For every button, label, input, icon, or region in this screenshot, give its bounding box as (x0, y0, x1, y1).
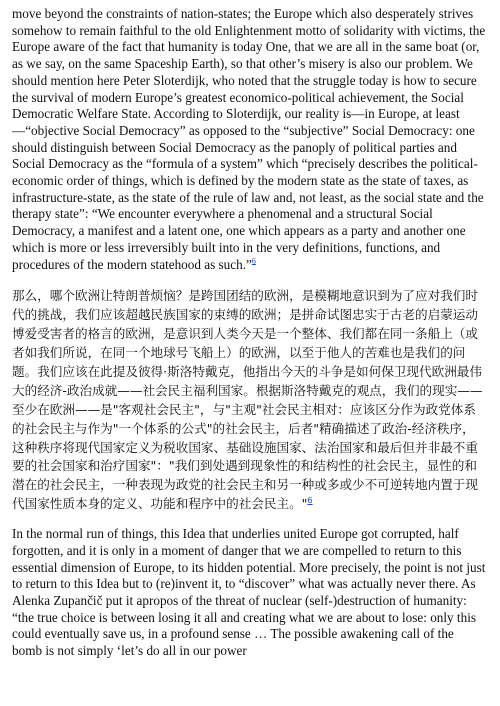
english-paragraph-1 (12, 6, 486, 273)
paragraph-text: move beyond the constraints of nation-states; the Europe which also desperately strives somehow to remain faithful to the old Enlightenment motto of solidarity with victims, the Europe aware of the fact that humanity is today One, that we are all in the same boat (or, as we say, on the same Spaceship Earth), so that other’s misery is also our problem. We should mention here Peter Sloterdijk, who noted that the struggle today is how to secure the survival of modern Europe’s greatest economico-political achievement, the Social Democratic Welfare State. According to Sloterdijk, our reality is—in Europe, at least—“objective Social Democracy” as opposed to the “subjective” Social Democracy: one should distinguish between Social Democracy as the panoply of political parties and Social Democracy as the “formula of a system” which “precisely describes the political-economic order of things, which is defined by the modern state as the state of taxes, as infrastructure-state, as the state of the rule of law and, not least, as the social state and the therapy state”: “We encounter everywhere a phenomenal and a structural Social Democracy, a manifest and a latent one, one which appears as a party and another one which is more or less irreversibly built into in the very definitions, functions, and procedures of the modern statehood as such.” (12, 6, 486, 272)
footnote-link[interactable]: 6 (251, 256, 256, 266)
document-page (12, 6, 486, 660)
english-paragraph-2 (12, 526, 486, 660)
chinese-paragraph (12, 287, 486, 514)
footnote-link[interactable]: 6 (307, 496, 313, 506)
paragraph-text: In the normal run of things, this Idea that underlies united Europe got corrupted, half forgotten, and it is only in a moment of danger that we are compelled to return to this essential dimension of Europe, to its hidden potential. More precisely, the point is not just to return to this Idea but to (re)invent it, to “discover” what was actually never there. As Alenka Zupančič put it apropos of the threat of nuclear (self-)destruction of humanity: “the true choice is between losing it all and creating what we are about to lose: only this could eventually save us, in a profound sense … The possible awakening call of the bomb is not simply ‘let’s do all in our power (12, 526, 486, 659)
paragraph-text: 那么，哪个欧洲让特朗普烦恼？是跨国团结的欧洲，是模糊地意识到为了应对我们时代的挑战，我们应该超越民族国家的束缚的欧洲；是拼命试图忠实于古老的启蒙运动博爱受害者的格言的欧洲，是意识到人类今天是一个整体、我们都在同一条船上（或者如我们所说，在同一个地球号飞船上）的欧洲，以至于他人的苦难也是我们的问题。我们应该在此提及彼得·斯洛特戴克，他指出今天的斗争是如何保卫现代欧洲最伟大的经济-政治成就——社会民主福利国家。根据斯洛特戴克的观点，我们的现实——至少在欧洲——是"客观社会民主"，与"主观"社会民主相对：应该区分作为政党体系的社会民主与作为"一个体系的公式"的社会民主，后者"精确描述了政治-经济秩序，这种秩序将现代国家定义为税收国家、基础设施国家、法治国家和最后但并非最不重要的社会国家和治疗国家"："我们到处遇到现象性的和结构性的社会民主，显性的和潜在的社会民主，一种表现为政党的社会民主和另一种或多或少不可逆转地内置于现代国家性质本身的定义、功能和程序中的社会民主。" (12, 288, 483, 512)
